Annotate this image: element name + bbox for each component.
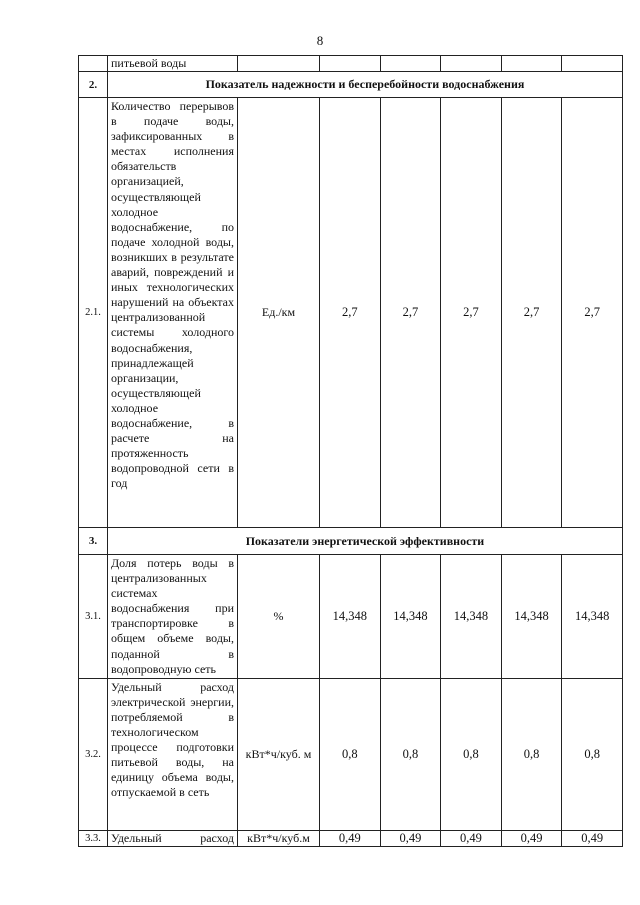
row-number: 3.2. bbox=[79, 678, 108, 830]
value-cell: 0,8 bbox=[562, 678, 623, 830]
table-cell bbox=[380, 56, 441, 72]
value-cell: 2,7 bbox=[320, 98, 381, 528]
row-number: 3.3. bbox=[79, 830, 108, 846]
indicator-name: питьевой воды bbox=[108, 56, 238, 72]
row-number: 2.1. bbox=[79, 98, 108, 528]
table-cell bbox=[501, 56, 562, 72]
table-cell bbox=[79, 56, 108, 72]
section-row bbox=[79, 528, 623, 555]
value-cell: 0,49 bbox=[380, 830, 441, 846]
value-cell: 14,348 bbox=[501, 555, 562, 679]
table-row bbox=[79, 56, 623, 72]
indicator-name: Доля потерь воды в централизованных системах водоснабжения при транспортировке в общем объеме воды, поданной в водопроводную сеть bbox=[108, 555, 238, 679]
section-title: Показатель надежности и бесперебойности водоснабжения bbox=[108, 72, 623, 98]
indicator-name: Удельный расход электрической энергии, потребляемой в технологическом процессе подготовки питьевой воды, на единицу объема воды, отпускаемой в сеть bbox=[108, 678, 238, 830]
unit-cell: кВт*ч/куб.м bbox=[238, 830, 320, 846]
value-cell: 2,7 bbox=[562, 98, 623, 528]
unit-cell: Ед./км bbox=[238, 98, 320, 528]
table-cell bbox=[562, 56, 623, 72]
table-cell bbox=[320, 56, 381, 72]
value-cell: 0,49 bbox=[562, 830, 623, 846]
value-cell: 2,7 bbox=[380, 98, 441, 528]
indicators-table bbox=[78, 55, 623, 847]
table-cell bbox=[441, 56, 502, 72]
row-number: 3.1. bbox=[79, 555, 108, 679]
value-cell: 14,348 bbox=[562, 555, 623, 679]
value-cell: 0,49 bbox=[441, 830, 502, 846]
value-cell: 0,8 bbox=[380, 678, 441, 830]
table-row bbox=[79, 830, 623, 846]
section-row bbox=[79, 72, 623, 98]
section-number: 3. bbox=[79, 528, 108, 555]
value-cell: 14,348 bbox=[320, 555, 381, 679]
table-cell bbox=[238, 56, 320, 72]
indicator-name: Удельный расход bbox=[108, 830, 238, 846]
section-title: Показатели энергетической эффективности bbox=[108, 528, 623, 555]
unit-cell: % bbox=[238, 555, 320, 679]
value-cell: 0,8 bbox=[320, 678, 381, 830]
indicator-name: Количество перерывов в подаче воды, зафиксированных в местах исполнения обязательств организацией, осуществляющей холодное водоснабжение, по подаче холодной воды, возникших в результате аварий, повреждений и иных технологических нарушений на объектах централизованной системы холодного водоснабжения, принадлежащей организации, осуществляющей холодное водоснабжение, в расчете на протяженность водопроводной сети в год bbox=[108, 98, 238, 528]
value-cell: 14,348 bbox=[380, 555, 441, 679]
value-cell: 0,8 bbox=[441, 678, 502, 830]
value-cell: 2,7 bbox=[441, 98, 502, 528]
value-cell: 14,348 bbox=[441, 555, 502, 679]
value-cell: 0,8 bbox=[501, 678, 562, 830]
table-row bbox=[79, 98, 623, 528]
section-number: 2. bbox=[79, 72, 108, 98]
page-number: 8 bbox=[316, 33, 324, 48]
table-row bbox=[79, 678, 623, 830]
value-cell: 0,49 bbox=[320, 830, 381, 846]
unit-cell: кВт*ч/куб. м bbox=[238, 678, 320, 830]
table-row bbox=[79, 555, 623, 679]
value-cell: 0,49 bbox=[501, 830, 562, 846]
value-cell: 2,7 bbox=[501, 98, 562, 528]
